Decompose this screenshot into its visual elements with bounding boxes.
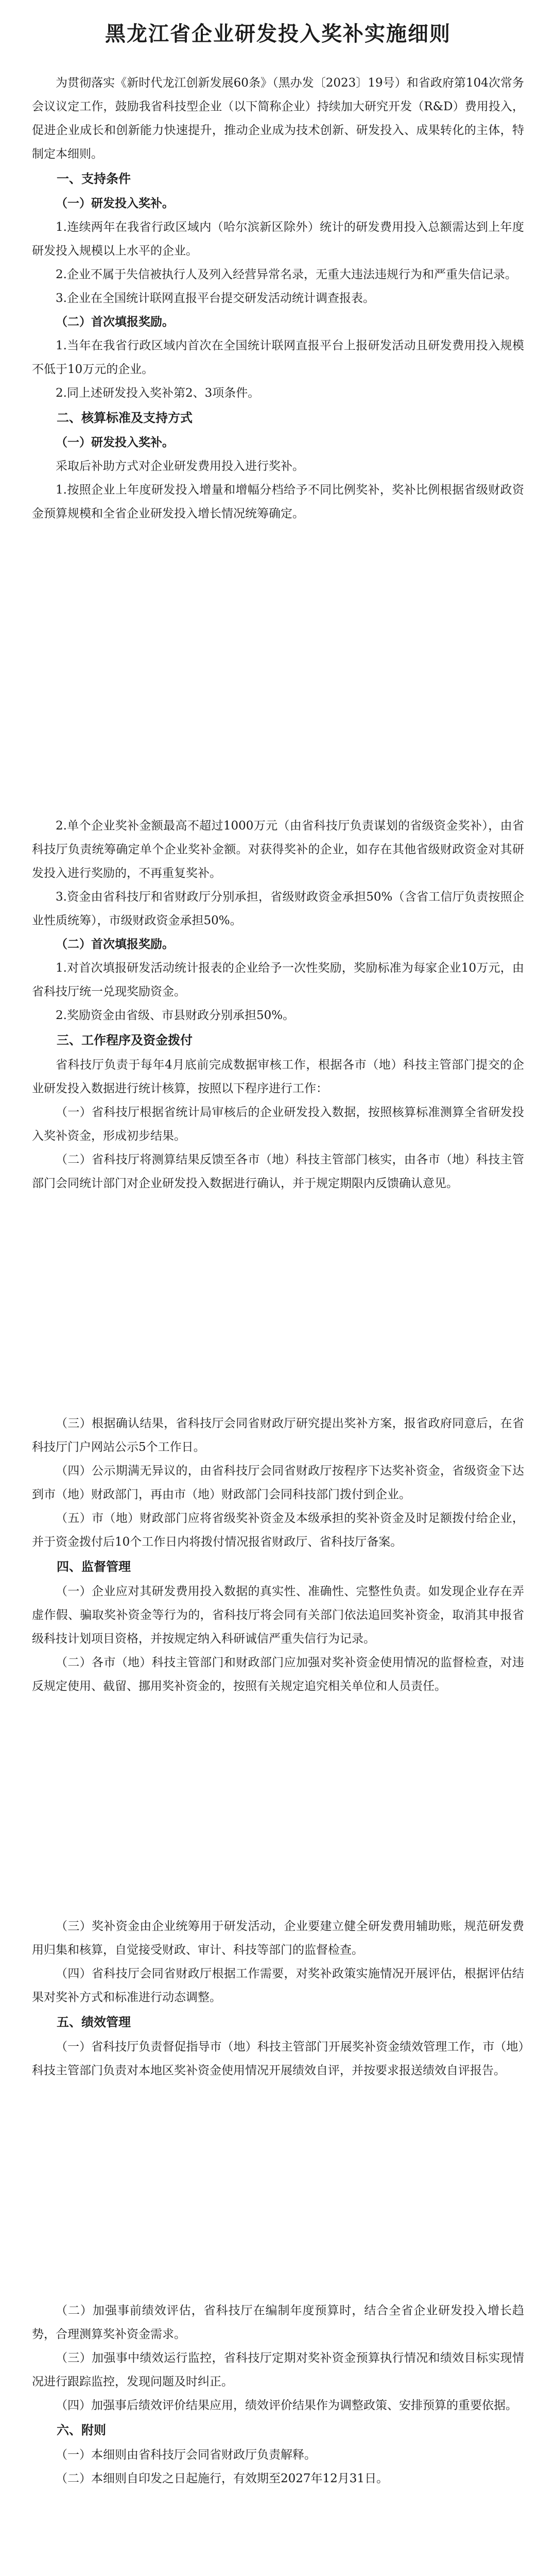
section-heading-3: 三、工作程序及资金拨付 — [57, 1033, 193, 1047]
s3-p2: （二）省科技厅将测算结果反馈至各市（地）科技主管部门核实，由各市（地）科技主管部门会同统计部门对企业研发投入数据进行确认，并于规定期限内反馈确认意见。 — [32, 1153, 524, 1190]
s2-a3: 3.资金由省科技厅和省财政厅分别承担，省级财政资金承担50%（含省工信厅负责按照企业性质统筹），市级财政资金承担50%。 — [32, 890, 524, 927]
s3-p5: （五）市（地）财政部门应将省级奖补资金及本级承担的奖补资金及时足额拨付给企业，并于资金拨付后10个工作日内将拨付情况报省财政厅、省科技厅备案。 — [32, 1512, 524, 1549]
s3-p3: （三）根据确认结果，省科技厅会同省财政厅研究提出奖补方案，报省政府同意后，在省科技厅门户网站公示5个工作日。 — [32, 1417, 524, 1454]
s1-b1: 1.当年在我省行政区域内首次在全国统计联网直报平台上报研发活动且研发费用投入规模不低于10万元的企业。 — [32, 339, 524, 376]
section-heading-5: 五、绩效管理 — [57, 2015, 131, 2029]
s4-p2: （二）各市（地）科技主管部门和财政部门应加强对奖补资金使用情况的监督检查，对违反规定使用、截留、挪用奖补资金的，按照有关规定追究相关单位和人员责任。 — [32, 1656, 524, 1693]
s6-p2: （二）本细则自印发之日起施行，有效期至2027年12月31日。 — [56, 2472, 389, 2485]
subheading-1b: （二）首次填报奖励。 — [56, 315, 174, 329]
page-gap — [32, 526, 524, 814]
s2-a1: 1.按照企业上年度研发投入增量和增幅分档给予不同比例奖补，奖补比例根据省级财政资金预算规模和全省企业研发投入增长情况统筹确定。 — [32, 483, 524, 520]
s1-a1: 1.连续两年在我省行政区域内（哈尔滨新区除外）统计的研发费用投入总额需达到上年度研发投入规模以上水平的企业。 — [32, 221, 524, 258]
section-heading-2: 二、核算标准及支持方式 — [57, 411, 193, 425]
subheading-2b: （二）首次填报奖励。 — [56, 937, 174, 951]
s4-p1: （一）企业应对其研发费用投入数据的真实性、准确性、完整性负责。如发现企业存在弄虚作假、骗取奖补资金等行为的，省科技厅将会同有关部门依法追回奖补资金，取消其申报省级科技计划项目资格，并按规定纳入科研诚信严重失信行为记录。 — [32, 1585, 524, 1646]
s2-b2: 2.奖励资金由省级、市县财政分别承担50%。 — [56, 1009, 295, 1022]
s5-p4: （四）加强事后绩效评价结果应用，绩效评价结果作为调整政策、安排预算的重要依据。 — [56, 2399, 517, 2412]
s3-p0: 省科技厅负责于每年4月底前完成数据审核工作，根据各市（地）科技主管部门提交的企业研发投入数据进行统计核算，按照以下程序进行工作： — [32, 1058, 524, 1095]
page-title: 黑龙江省企业研发投入奖补实施细则 — [105, 22, 451, 46]
s5-p3: （三）加强事中绩效运行监控，省科技厅定期对奖补资金预算执行情况和绩效目标实现情况进行跟踪监控，发现问题及时纠正。 — [32, 2351, 524, 2388]
subheading-2a: （一）研发投入奖补。 — [56, 435, 174, 449]
s4-p3: （三）奖补资金由企业统筹用于研发活动，企业要建立健全研发费用辅助账，规范研发费用归集和核算，自觉接受财政、审计、科技等部门的监督检查。 — [32, 1920, 524, 1957]
s6-p1: （一）本细则由省科技厅会同省财政厅负责解释。 — [56, 2448, 316, 2462]
intro-paragraph: 为贯彻落实《新时代龙江创新发展60条》（黑办发〔2023〕19号）和省政府第104次常务会议议定工作，鼓励我省科技型企业（以下简称企业）持续加大研究开发（R&D）费用投入，促进企业成长和创新能力快速提升，推动企业成为技术创新、研发投入、成果转化的主体，特制定本细则。 — [32, 76, 524, 161]
s1-b2: 2.同上述研发投入奖补第2、3项条件。 — [56, 386, 260, 400]
s3-p1: （一）省科技厅根据省统计局审核后的企业研发投入数据，按照核算标准测算全省研发投入奖补资金，形成初步结果。 — [32, 1106, 524, 1143]
subheading-1a: （一）研发投入奖补。 — [56, 196, 174, 210]
s2-a2: 2.单个企业奖补金额最高不超过1000万元（由省科技厅负责谋划的省级资金奖补），由省科技厅负责统筹确定单个企业奖补金额。对获得奖补的企业，如存在其他省级财政资金对其研发投入进行奖励的，不再重复奖补。 — [32, 819, 524, 880]
page-gap — [32, 1195, 524, 1412]
section-heading-6: 六、附则 — [57, 2423, 106, 2437]
page-gap — [32, 2082, 524, 2299]
page-gap — [32, 1698, 524, 1914]
s3-p4: （四）公示期满无异议的，由省科技厅会同省财政厅按程序下达奖补资金，省级资金下达到市（地）财政部门，再由市（地）财政部门会同科技部门拨付到企业。 — [32, 1464, 524, 1501]
s1-a2: 2.企业不属于失信被执行人及列入经营异常名录，无重大违法违规行为和严重失信记录。 — [56, 268, 517, 281]
s5-p1: （一）省科技厅负责督促指导市（地）科技主管部门开展奖补资金绩效管理工作，市（地）科技主管部门负责对本地区奖补资金使用情况开展绩效自评，并按要求报送绩效自评报告。 — [32, 2040, 524, 2077]
s5-p2: （二）加强事前绩效评估，省科技厅在编制年度预算时，结合全省企业研发投入增长趋势，合理测算奖补资金需求。 — [32, 2304, 524, 2341]
section-heading-1: 一、支持条件 — [57, 172, 131, 186]
s4-p4: （四）省科技厅会同省财政厅根据工作需要，对奖补政策实施情况开展评估，根据评估结果对奖补方式和标准进行动态调整。 — [32, 1967, 524, 2004]
section-heading-4: 四、监督管理 — [57, 1560, 131, 1574]
s2-b1: 1.对首次填报研发活动统计报表的企业给予一次性奖励，奖励标准为每家企业10万元，由省科技厅统一兑现奖励资金。 — [32, 961, 524, 998]
s1-a3: 3.企业在全国统计联网直报平台提交研发活动统计调查报表。 — [56, 292, 375, 305]
s2-a0: 采取后补助方式对企业研发费用投入进行奖补。 — [56, 460, 304, 473]
